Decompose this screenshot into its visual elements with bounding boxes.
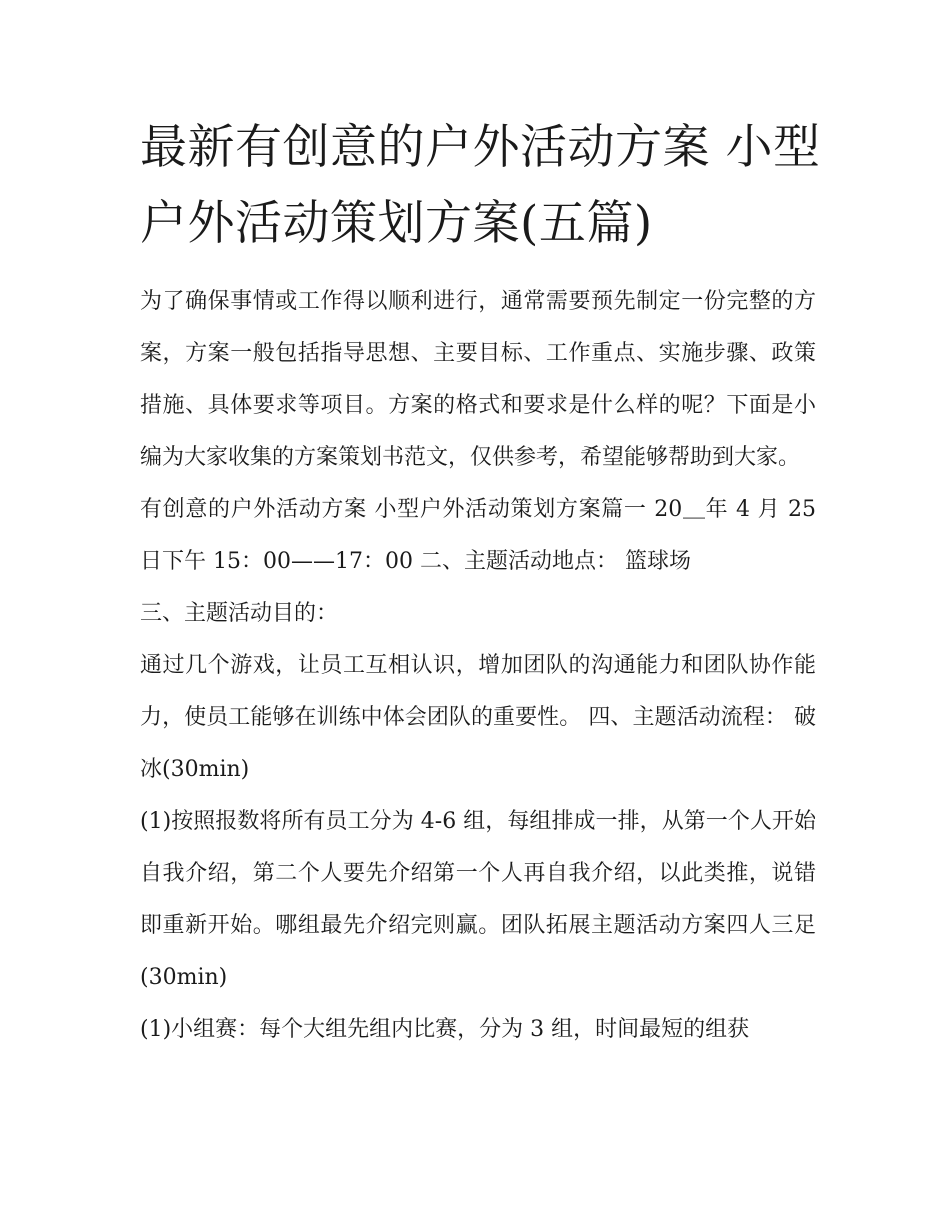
section-one-time-location: 有创意的户外活动方案 小型户外活动策划方案篇一 20＿年 4 月 25 日下午 15：00——17：00 二、主题活动地点： 篮球场 xyxy=(140,497,816,574)
section-three-heading: 三、主题活动目的： xyxy=(140,601,339,626)
intro-paragraph: 为了确保事情或工作得以顺利进行，通常需要预先制定一份完整的方案，方案一般包括指导思想、主要目标、工作重点、实施步骤、政策措施、具体要求等项目。方案的格式和要求是什么样的呢？下面是小编为大家收集的方案策划书范文，仅供参考，希望能够帮助到大家。 xyxy=(140,289,816,470)
document-body xyxy=(140,276,816,1056)
group-match-paragraph: (1)小组赛：每个大组先组内比赛，分为 3 组，时间最短的组获 xyxy=(140,1017,750,1042)
activity-purpose-paragraph: 通过几个游戏，让员工互相认识，增加团队的沟通能力和团队协作能力，使员工能够在训练中体会团队的重要性。 四、主题活动流程： 破冰(30min) xyxy=(140,653,816,782)
document-title: 最新有创意的户外活动方案 小型户外活动策划方案(五篇) xyxy=(140,120,821,251)
icebreaker-paragraph: (1)按照报数将所有员工分为 4-6 组，每组排成一排，从第一个人开始自我介绍，第二个人要先介绍第一个人再自我介绍，以此类推，说错即重新开始。哪组最先介绍完则赢。团队拓展主题活动方案四人三足(30min) xyxy=(140,809,816,990)
